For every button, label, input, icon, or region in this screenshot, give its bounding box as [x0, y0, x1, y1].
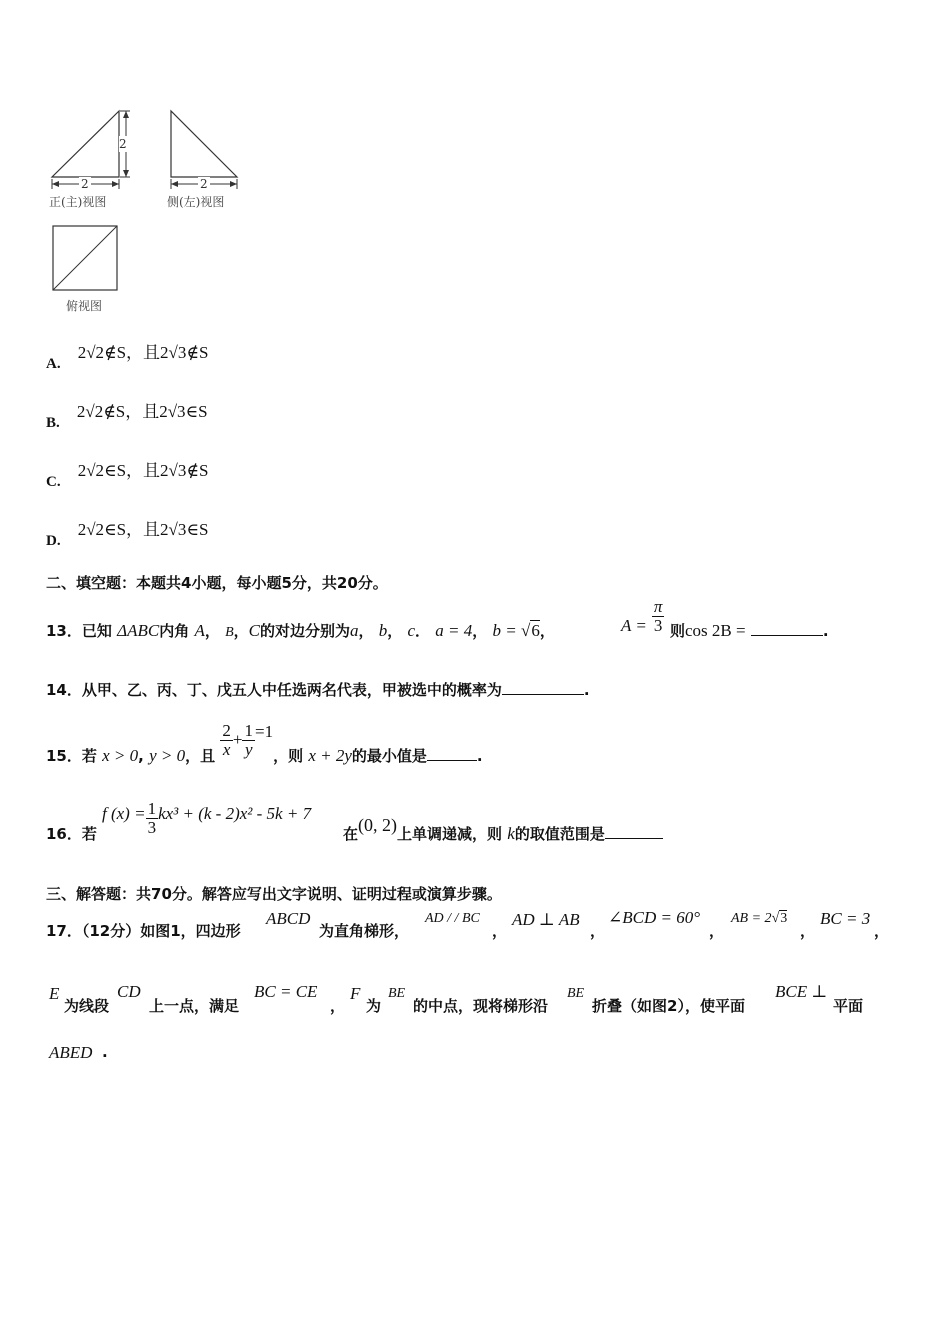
option-d-label: D.: [46, 533, 61, 549]
q16-number: 16．: [46, 825, 82, 843]
q17-bc-equals-ce: BC = CE: [254, 982, 318, 1001]
option-d-text: 2√2∈S，且2√3∈S: [77, 520, 209, 539]
section-3-heading: 三、解答题：共70分。解答应写出文字说明、证明过程或演算步骤。: [46, 885, 502, 903]
q17-condition-5: BC = 3: [820, 909, 871, 928]
option-a[interactable]: [46, 338, 209, 372]
option-c-text: 2√2∈S，且2√3∉S: [77, 461, 209, 480]
front-view-caption: 正(主)视图: [49, 195, 107, 209]
q13-side-a: a: [350, 621, 359, 640]
q13-ask: [670, 620, 829, 641]
q13-pi-over-3: $\frac{\pi}{3}$: [653, 597, 663, 635]
q13-angle-c: C: [248, 621, 261, 640]
top-view-caption: 俯视图: [66, 299, 103, 313]
q17-text-1: 为直角梯形，: [319, 922, 410, 940]
q16-answer-blank[interactable]: [605, 824, 663, 839]
q17-condition-1: AD / / BC: [425, 911, 480, 926]
question-14: [46, 679, 590, 700]
front-dim-right-label: 2: [119, 137, 127, 151]
q15-equals-one: =1: [254, 721, 274, 741]
side-dim-bottom-label: 2: [200, 177, 208, 191]
q16-rest: [343, 815, 663, 844]
q15-text-1: 若: [81, 746, 97, 765]
q15-answer-blank[interactable]: [427, 746, 477, 761]
q17-number: 17．: [46, 922, 82, 940]
q13-angle-a: A: [194, 621, 205, 640]
q15-end: .: [476, 746, 483, 765]
q15-condition-2: y > 0: [149, 745, 186, 765]
q13-expression: cos 2B =: [685, 621, 746, 640]
q13-side-c: c: [407, 621, 416, 640]
q17-segment-cd: CD: [117, 982, 141, 1001]
q17-point-f: F: [350, 984, 361, 1003]
q13-condition-1: a = 4: [435, 621, 473, 640]
q14-text: 从甲、乙、丙、丁、戊五人中任选两名代表，甲被选中的概率为: [81, 681, 502, 699]
q17-condition-3: ∠BCD = 60°: [608, 908, 701, 927]
q17-condition-2: AD ⊥ AB: [512, 910, 580, 929]
q13-angle-b: B: [225, 625, 234, 640]
q16-function: f (x) = $\frac{1}{3}$ kx³ + (k - 2)x² - 5k + 7: [102, 799, 312, 837]
option-b-text: 2√2∉S，且2√3∈S: [76, 402, 208, 421]
option-c-label: C.: [46, 474, 61, 490]
option-c[interactable]: [46, 456, 209, 490]
q17-line3-end: .: [102, 1043, 108, 1061]
option-a-text: 2√2∉S，且2√3∉S: [77, 343, 209, 362]
q16-text-4: 的取值范围是: [514, 825, 605, 843]
q16-interval: (0, 2): [358, 815, 398, 835]
q17-line2-text-5: 折叠（如图2），使平面: [592, 997, 745, 1015]
q16-text-2: 在: [343, 825, 359, 843]
side-view-triangle: [171, 111, 237, 177]
q16-polynomial: kx³ + (k - 2)x² - 5k + 7: [158, 803, 312, 823]
q14-number: 14．: [46, 681, 82, 699]
option-d[interactable]: [46, 515, 209, 549]
q15-fraction-2-over-x: $\frac{2}{x}$: [222, 721, 231, 759]
option-a-label: A.: [46, 356, 61, 372]
q13-text-3: 的对边分别为: [260, 622, 351, 640]
q15-number: 15．: [46, 746, 82, 765]
q16-text-3: 上单调递减，则: [397, 825, 503, 843]
q15-text-2: 且: [200, 746, 216, 765]
q16-k: k: [507, 824, 515, 843]
q17-plane-bce: BCE ⊥: [775, 982, 828, 1001]
q13-text-1: 已知: [81, 622, 112, 640]
q17-segment-be: BE: [388, 986, 406, 1001]
front-dim-bottom-label: 2: [81, 177, 89, 191]
section-2-heading: 二、填空题：本题共4小题，每小题5分，共20分。: [46, 574, 388, 592]
option-b[interactable]: [46, 397, 208, 431]
question-15: 15．若 x > 0, y > 0，且 $\frac{2}{x}$ + $\frac{1}{y}$ =1，则 x + 2y的最小值是 .: [46, 721, 483, 765]
q15-condition-1: x > 0: [102, 745, 139, 765]
option-b-label: B.: [46, 415, 60, 431]
q13-condition-2: b = √6: [492, 621, 540, 640]
q17-line2-text-6: 平面: [833, 997, 864, 1015]
q17-score: （12分）如图1，四边形: [81, 922, 241, 940]
q17-point-e: E: [49, 984, 60, 1003]
q13-text-4: 则: [670, 622, 686, 640]
q13-end: .: [822, 622, 829, 640]
q13-answer-blank[interactable]: [751, 621, 823, 636]
q17-segment-be-2: BE: [567, 986, 585, 1001]
top-view-diagonal: [53, 226, 117, 290]
q13-text-2: 内角: [159, 622, 190, 640]
three-view-figure: [40, 105, 260, 320]
q17-condition-4: AB = 2√3: [731, 911, 788, 926]
q17-line2-text-1: 为线段: [64, 997, 110, 1015]
front-view-triangle: [52, 111, 119, 177]
q13-condition-3: A = $\frac{\pi}{3}$: [621, 597, 663, 635]
q17-abcd: ABCD: [266, 909, 311, 928]
q17-line2-text-2: 上一点，满足: [149, 997, 240, 1015]
q15-text-3: ，则: [273, 746, 304, 765]
q14-end: .: [583, 681, 590, 699]
q17-line2-text-3: 为: [366, 997, 382, 1015]
q16-fraction-one-third: $\frac{1}{3}$: [147, 799, 157, 837]
q16-text-1: 若: [81, 825, 97, 843]
q17-line2-text-4: 的中点，现将梯形沿: [413, 997, 549, 1015]
q17-plane-abed: ABED: [49, 1043, 93, 1062]
q15-expression: x + 2y: [308, 745, 352, 765]
q14-answer-blank[interactable]: [502, 680, 584, 695]
q13-number: 13．: [46, 622, 82, 640]
question-16: [46, 823, 97, 844]
question-13: 13．已知 ΔABC内角 A， B，C的对边分别为a， b， c． a = 4， b = √6，: [46, 621, 555, 640]
q15-fraction-1-over-y: $\frac{1}{y}$: [244, 721, 253, 759]
q13-triangle: ΔABC: [117, 621, 160, 640]
q15-text-4: 的最小值是: [351, 746, 427, 765]
side-view-caption: 侧(左)视图: [167, 195, 225, 209]
q13-side-b: b: [378, 621, 388, 640]
question-17-line-1: [46, 920, 241, 941]
